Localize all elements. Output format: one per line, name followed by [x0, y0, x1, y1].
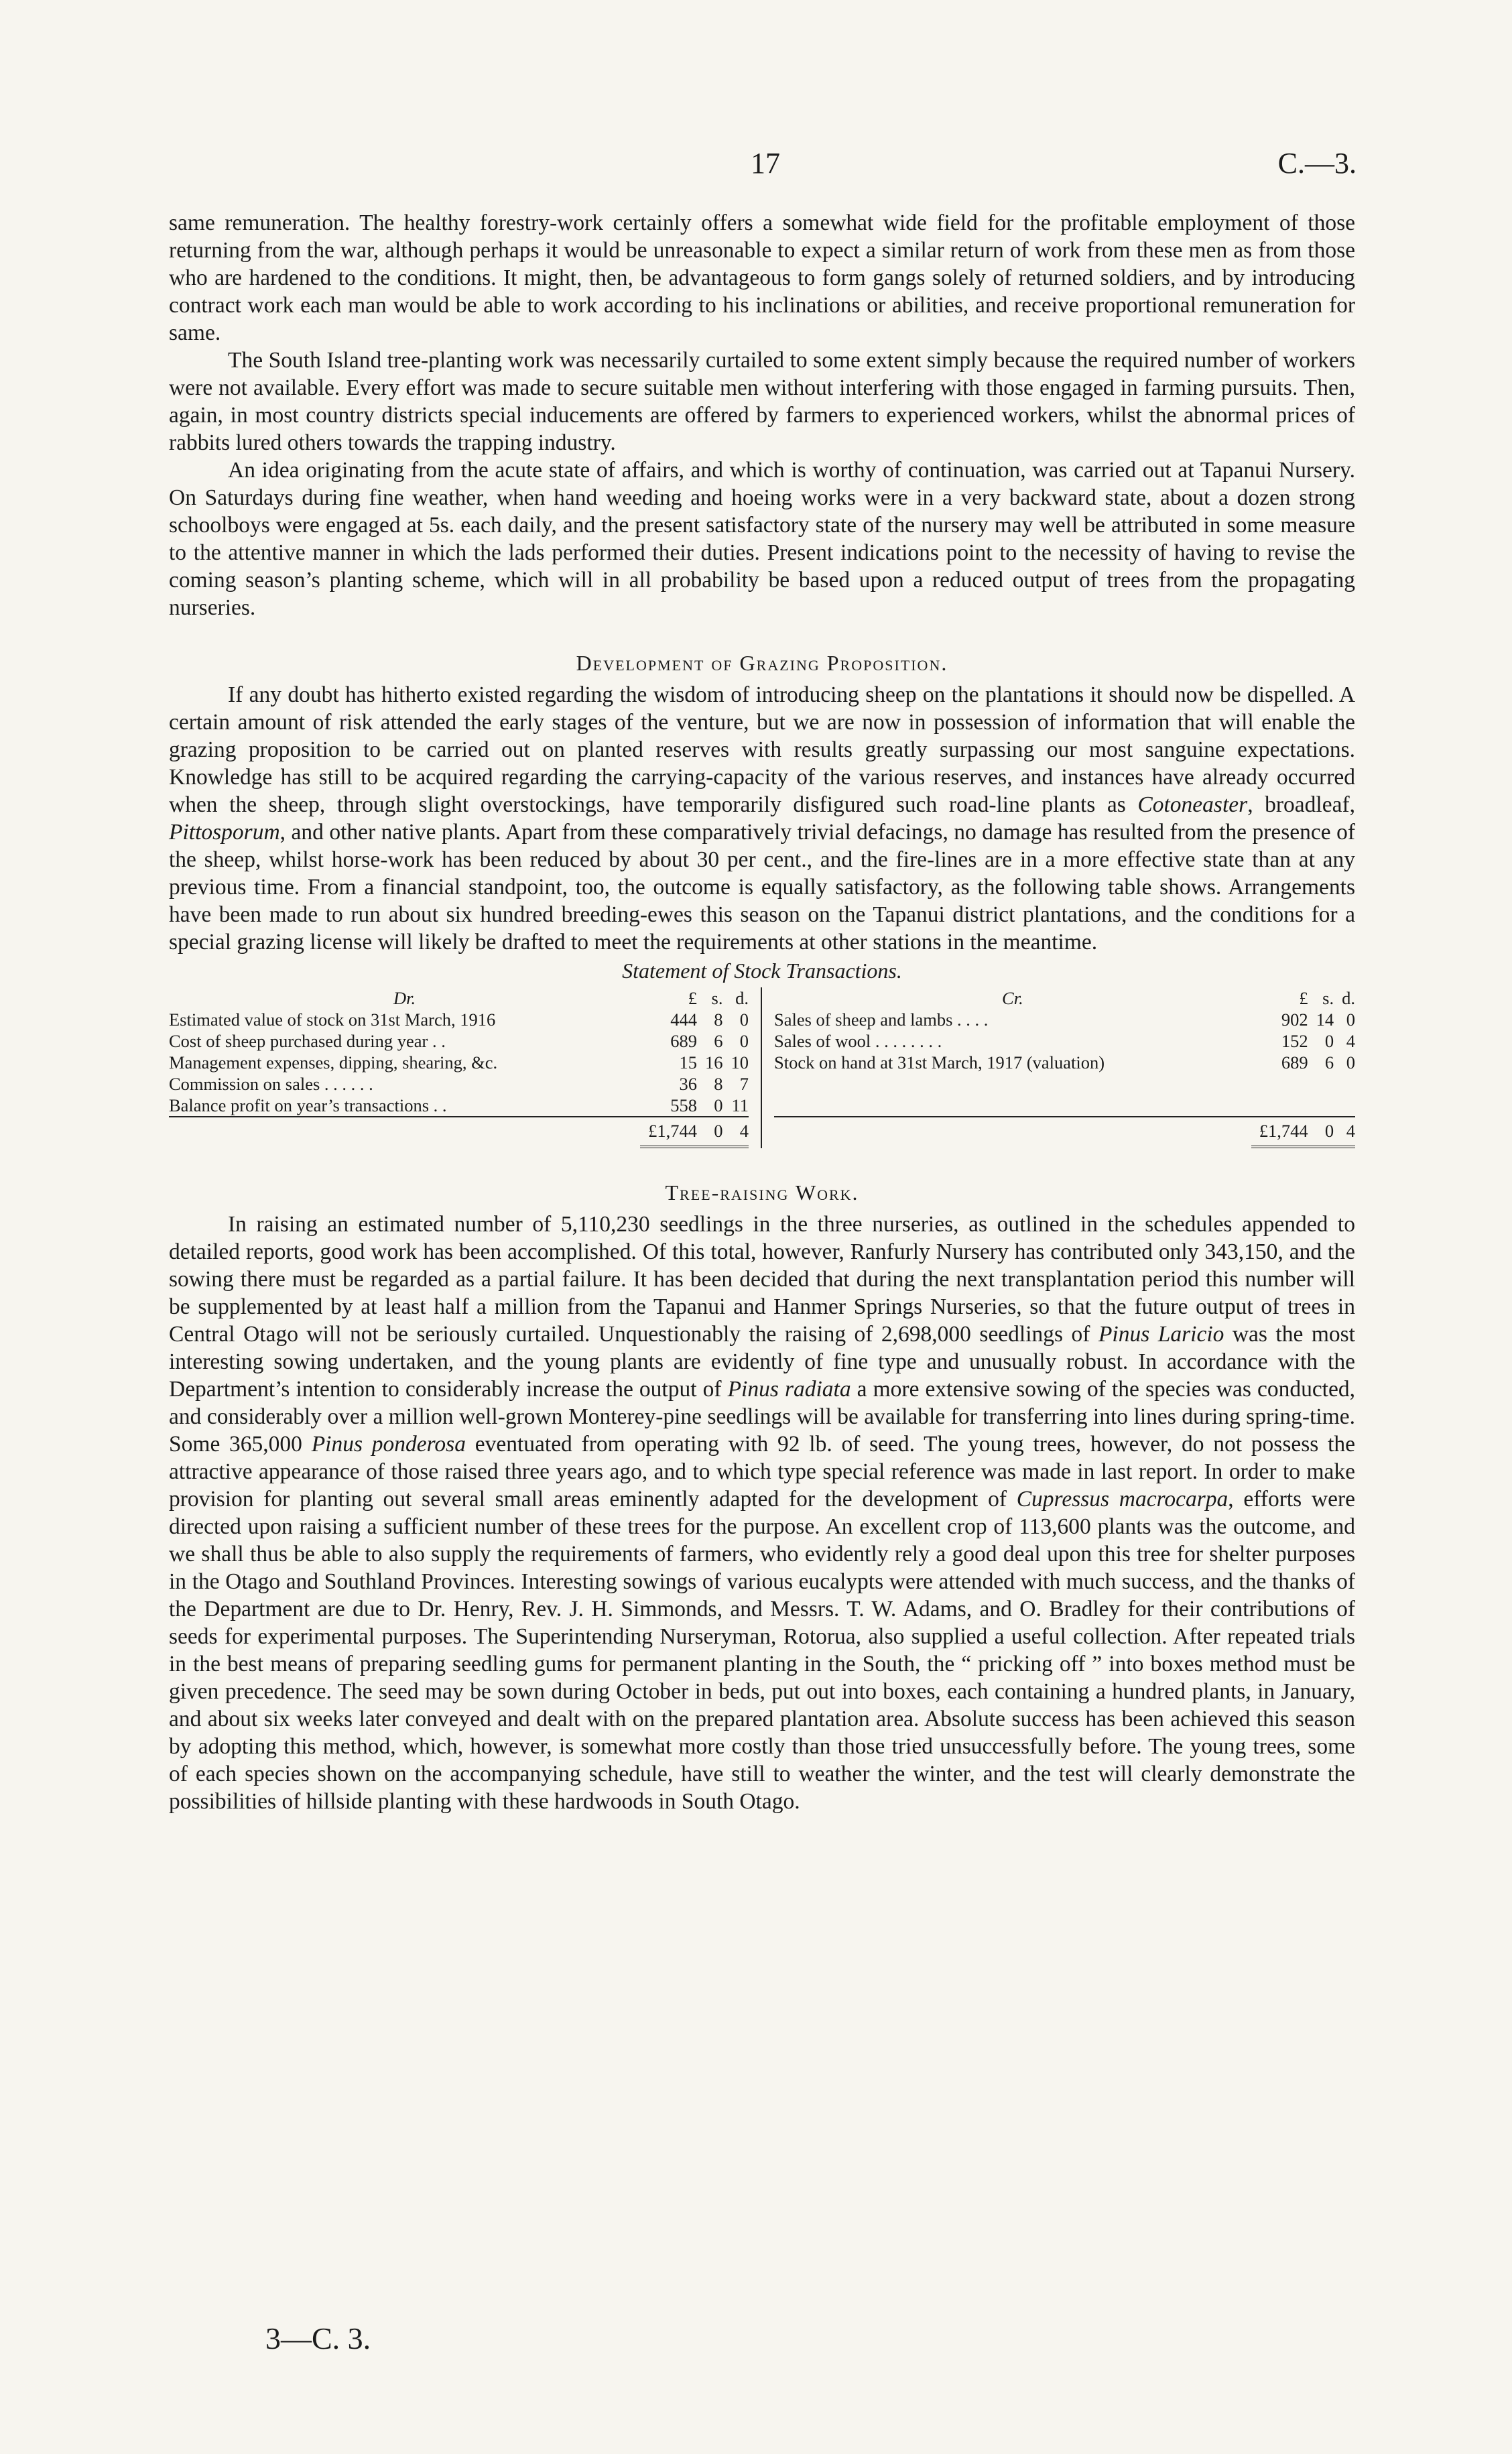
paragraph-continuation: same remuneration. The healthy forestry-work certainly offers a somewhat wide field for the profitable employment of those returning from the war, although perhaps it would be unreasonable to expect a similar return of work from these men as from those who are hardened to the conditions. It might, then, be advantageous to form gangs solely of returned soldiers, and by introducing contract work each man would be able to work according to his inclinations or abilities, and receive proportional remuneration for same.: [169, 210, 1355, 345]
document-code: C.—3.: [1277, 147, 1357, 180]
table-row: Commission on sales . . . . . . 36 8 7: [169, 1074, 749, 1094]
unit-pence: d.: [735, 988, 749, 1008]
page-header: [0, 146, 1512, 186]
table-row: Stock on hand at 31st March, 1917 (valuation) 689 6 0: [774, 1052, 1355, 1072]
credit-side: [762, 987, 1355, 1148]
debit-total-row: £1,744 0 4: [169, 1117, 749, 1147]
section-heading-tree-raising: Tree-raising Work.: [665, 1180, 859, 1205]
table-title: Statement of Stock Transactions.: [622, 959, 902, 983]
credit-label: Cr.: [1002, 988, 1023, 1008]
paragraph-tapanui-nursery: An idea originating from the acute state of affairs, and which is worthy of continuation, was carried out at Tapanui Nursery. On Saturdays during fine weather, when hand weeding and hoeing works were in a very backward state, about a dozen strong schoolboys were engaged at 5s. each daily, and the present satisfactory state of the nursery may well be attributed in some measure to the attentive manner in which the lads performed their duties. Present indications point to the necessity of having to revise the coming season’s planting scheme, which will in all probability be based upon a reduced output of trees from the propagating nurseries.: [169, 458, 1355, 620]
page-number: 17: [751, 147, 780, 180]
debit-label: Dr.: [393, 988, 416, 1008]
table-row: Sales of wool . . . . . . . . 152 0 4: [774, 1031, 1355, 1051]
section-heading-grazing: Development of Grazing Proposition.: [576, 651, 948, 675]
credit-total-row: £1,744 0 4: [774, 1117, 1355, 1147]
document-body: [169, 209, 1355, 1815]
unit-pounds: £: [1299, 988, 1308, 1008]
debit-side: [169, 987, 762, 1148]
table-row: Sales of sheep and lambs . . . . 902 14 0: [774, 1009, 1355, 1030]
table-row: Estimated value of stock on 31st March, 1916 444 8 0: [169, 1009, 749, 1030]
unit-pounds: £: [688, 988, 697, 1008]
table-row: Balance profit on year’s transactions . . 558 0 11: [169, 1095, 749, 1115]
paragraph-south-island: The South Island tree-planting work was necessarily curtailed to some extent simply because the required number of workers were not available. Every effort was made to secure suitable men without interfering with those engaged in farming pursuits. Then, again, in most country districts special inducements are offered by farmers to experienced workers, whilst the abnormal prices of rabbits lured others towards the trapping industry.: [169, 348, 1355, 455]
paragraph-tree-raising: In raising an estimated number of 5,110,230 seedlings in the three nurseries, as outlined in the schedules appended to detailed reports, good work has been accomplished. Of this total, however, Ranfurly Nursery has contributed only 343,150, and the sowing there must be regarded as a partial failure. It has been decided that during the next transplantation period this number will be supplemented by at least half a million from the Tapanui and Hanmer Springs Nurseries, so that the future output of trees in Central Otago will not be seriously curtailed. Unquestionably the raising of 2,698,000 seedlings of Pinus Laricio was the most interesting sowing undertaken, and the young plants are evidently of fine type and unusually robust. In accordance with the Department’s intention to considerably increase the output of Pinus radiata a more extensive sowing of the species was conducted, and considerably over a million well-grown Monterey-pine seedlings will be available for transferring into lines during spring-time. Some 365,000 Pinus ponderosa eventuated from operating with 92 lb. of seed. The young trees, however, do not possess the attractive appearance of those raised three years ago, and to which type special reference was made in last report. In order to make provision for planting out several small areas eminently adapted for the development of Cupressus macrocarpa, efforts were directed upon raising a sufficient number of these trees for the purpose. An excellent crop of 113,600 plants was the outcome, and we shall thus be able to also supply the requirements of farmers, who evidently rely a good deal upon this tree for shelter purposes in the Otago and Southland Provinces. Interesting sowings of various eucalypts were attended with much success, and the thanks of the Department are due to Dr. Henry, Rev. J. H. Simmonds, and Messrs. T. W. Adams, and O. Bradley for their contributions of seeds for experimental purposes. The Superintending Nurseryman, Rotorua, also supplied a useful collection. After repeated trials in the best means of preparing seedling gums for permanent planting in the South, the “ pricking off ” into boxes method must be given precedence. The seed may be sown during October in beds, put out into boxes, each containing a hundred plants, in January, and about six weeks later conveyed and dealt with on the prepared plantation area. Absolute success has been achieved this season by adopting this method, which, however, is somewhat more costly than those tried unsuccessfully before. The young trees, some of each species shown on the accompanying schedule, have still to weather the winter, and the test will clearly demonstrate the possibilities of hillside planting with these hardwoods in South Otago.: [169, 1212, 1355, 1814]
table-row: Management expenses, dipping, shearing, &c. 15 16 10: [169, 1052, 749, 1072]
table-row: Cost of sheep purchased during year . . 689 6 0: [169, 1031, 749, 1051]
unit-shillings: s.: [1322, 988, 1334, 1008]
paragraph-grazing: If any doubt has hitherto existed regarding the wisdom of introducing sheep on the plantations it should now be dispelled. A certain amount of risk attended the early stages of the venture, but we are now in possession of information that will enable the grazing proposition to be carried out on planted reserves with results greatly surpassing our most sanguine expectations. Knowledge has still to be acquired regarding the carrying-capacity of the various reserves, and instances have already occurred when the sheep, through slight overstockings, have temporarily disfigured such road-line plants as Cotoneaster, broadleaf, Pittosporum, and other native plants. Apart from these comparatively trivial defacings, no damage has resulted from the presence of the sheep, whilst horse-work has been reduced by about 30 per cent., and the fire-lines are in a more effective state than at any previous time. From a financial standpoint, too, the outcome is equally satisfactory, as the following table shows. Arrangements have been made to run about six hundred breeding-ewes this season on the Tapanui district plantations, and the conditions for a special grazing license will likely be drafted to meet the requirements at other stations in the meantime.: [169, 682, 1355, 955]
unit-pence: d.: [1342, 988, 1355, 1008]
unit-shillings: s.: [711, 988, 723, 1008]
stock-transactions-table: [169, 987, 1355, 1148]
page-signature: 3—C. 3.: [265, 2321, 371, 2355]
